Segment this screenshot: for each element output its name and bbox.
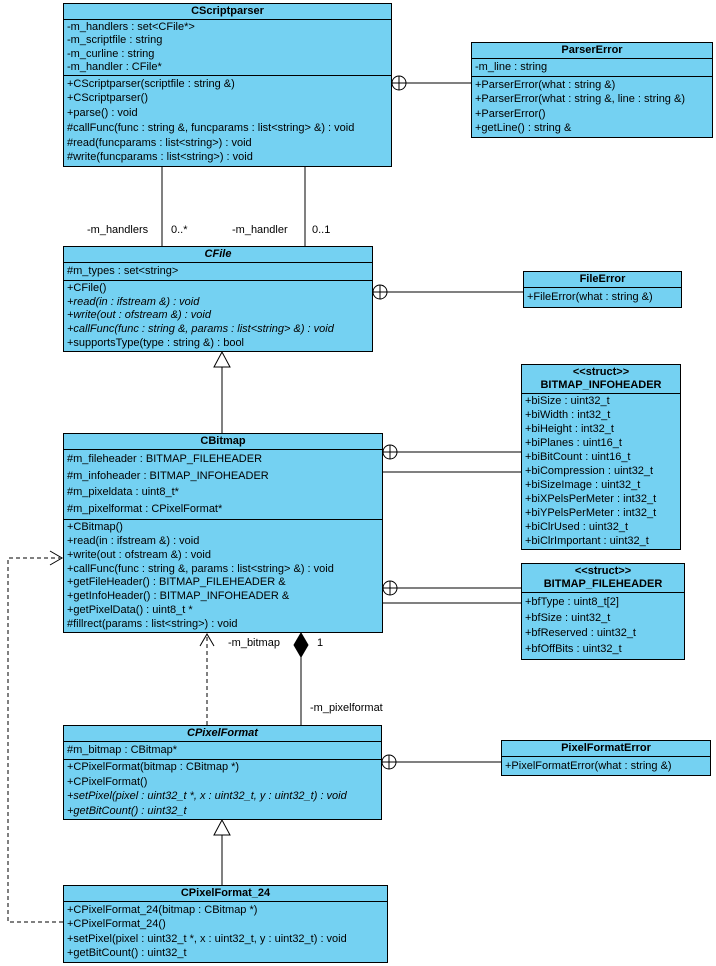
label-role-m-handlers: -m_handlers <box>87 224 149 236</box>
class-box-bitmap-fileheader[interactable] <box>521 563 685 660</box>
method: +setPixel(pixel : uint32_t *, x : uint32_t, y : uint32_t) : void <box>67 790 347 803</box>
attribute: +bfOffBits : uint32_t <box>525 643 622 656</box>
attributes-compartment <box>522 593 684 659</box>
class-name <box>522 365 680 394</box>
attributes-compartment <box>64 742 381 760</box>
attribute: +biCompression : uint32_t <box>525 465 654 477</box>
class-box-bitmap-infoheader[interactable] <box>521 364 681 550</box>
method: +read(in : ifstream &) : void <box>67 534 200 547</box>
containment-cscriptparser-parsererror[interactable] <box>392 76 471 90</box>
attributes-compartment <box>64 263 372 281</box>
attribute: +biPlanes : uint16_t <box>525 437 622 449</box>
class-name: CScriptparser <box>64 4 391 20</box>
method: +CBitmap() <box>67 520 123 533</box>
method: +CScriptparser(scriptfile : string &) <box>67 77 235 90</box>
methods-compartment <box>64 76 391 166</box>
class-name: PixelFormatError <box>502 741 710 757</box>
class-name: ParserError <box>472 43 712 59</box>
containment-cbitmap-infoheader[interactable] <box>383 445 521 459</box>
methods-compartment <box>64 281 372 351</box>
class-name: FileError <box>524 272 681 288</box>
label-multiplicity-1: 1 <box>317 637 324 649</box>
class-box-cscriptparser[interactable] <box>63 3 392 167</box>
class-name: CFile <box>64 247 372 263</box>
methods-compartment <box>472 77 712 137</box>
method: +write(out : ofstream &) : void <box>67 548 211 561</box>
method: +CPixelFormat_24() <box>67 918 166 931</box>
stereotype: <<struct>> <box>572 366 630 378</box>
label-multiplicity-0-star: 0..* <box>171 224 188 236</box>
attributes-compartment <box>64 450 382 520</box>
attribute: -m_handler : CFile* <box>67 61 162 74</box>
containment-cfile-fileerror[interactable] <box>373 285 523 299</box>
class-name: CPixelFormat_24 <box>64 886 387 902</box>
class-name: CBitmap <box>64 434 382 450</box>
methods-compartment <box>502 757 710 775</box>
method: +ParserError(what : string &, line : string &) <box>475 93 685 106</box>
attribute: +biSizeImage : uint32_t <box>525 479 641 491</box>
method: +callFunc(func : string &, params : list<string> &) : void <box>67 323 334 336</box>
method: #fillrect(params : list<string>) : void <box>67 618 238 630</box>
attribute: -m_scriptfile : string <box>67 34 163 47</box>
methods-compartment <box>64 902 387 962</box>
class-name <box>522 564 684 593</box>
generalization-cpixelformat24-cpixelformat[interactable] <box>214 820 230 885</box>
stereotype: <<struct>> <box>574 565 632 577</box>
methods-compartment <box>64 760 381 819</box>
attribute: #m_bitmap : CBitmap* <box>67 744 178 756</box>
method: #read(funcparams : list<string>) : void <box>67 136 252 149</box>
attribute: +bfType : uint8_t[2] <box>525 595 619 608</box>
attribute: +bfReserved : uint32_t <box>525 627 636 640</box>
attributes-compartment <box>522 394 680 549</box>
attribute: +biClrUsed : uint32_t <box>525 521 629 533</box>
attribute: +biBitCount : uint16_t <box>525 451 631 463</box>
struct-name: BITMAP_FILEHEADER <box>543 578 663 590</box>
method: +getBitCount() : uint32_t <box>67 947 187 960</box>
method: +getLine() : string & <box>475 122 572 135</box>
method: +parse() : void <box>67 107 138 120</box>
attribute: +biHeight : int32_t <box>525 423 614 435</box>
method: +supportsType(type : string &) : bool <box>67 337 245 350</box>
method: +write(out : ofstream &) : void <box>67 309 211 322</box>
containment-cpixelformat-pixelformaterror[interactable] <box>382 755 501 769</box>
composition-m-pixelformat[interactable] <box>294 633 308 725</box>
attributes-compartment <box>472 59 712 77</box>
method: #callFunc(func : string &, funcparams : list<string> &) : void <box>67 121 355 134</box>
attribute: #m_types : set<string> <box>67 265 179 277</box>
class-box-pixelformaterror[interactable] <box>501 740 711 776</box>
method: +PixelFormatError(what : string &) <box>505 759 672 772</box>
method: +callFunc(func : string &, params : list<string> &) : void <box>67 562 334 575</box>
attribute: -m_curline : string <box>67 47 155 60</box>
label-role-m-handler: -m_handler <box>232 224 288 236</box>
class-box-cpixelformat24[interactable] <box>63 885 388 963</box>
attributes-compartment <box>64 20 391 76</box>
struct-name: BITMAP_INFOHEADER <box>540 379 662 391</box>
attribute: #m_pixeldata : uint8_t* <box>67 486 179 499</box>
attribute: -m_handlers : set<CFile*> <box>67 20 195 33</box>
attribute: +biXPelsPerMeter : int32_t <box>525 493 657 505</box>
class-box-fileerror[interactable] <box>523 271 682 308</box>
method: +ParserError() <box>475 107 546 120</box>
attribute: -m_line : string <box>475 61 548 73</box>
method: +CFile() <box>67 281 107 294</box>
methods-compartment <box>64 520 382 632</box>
attribute: +bfSize : uint32_t <box>525 611 611 624</box>
method: +FileError(what : string &) <box>527 291 653 303</box>
method: +CPixelFormat() <box>67 775 148 788</box>
class-box-cbitmap[interactable] <box>63 433 383 633</box>
method: +getFileHeader() : BITMAP_FILEHEADER & <box>67 576 286 589</box>
method: +CScriptparser() <box>67 92 148 105</box>
class-name: CPixelFormat <box>64 726 381 742</box>
class-box-parsererror[interactable] <box>471 42 713 138</box>
label-role-m-bitmap: -m_bitmap <box>228 637 280 649</box>
method: #write(funcparams : list<string>) : void <box>67 151 253 164</box>
containment-cbitmap-fileheader[interactable] <box>383 581 521 595</box>
attribute: +biWidth : int32_t <box>525 409 611 421</box>
method: +ParserError(what : string &) <box>475 78 616 91</box>
generalization-cbitmap-cfile[interactable] <box>214 352 230 433</box>
dependency-cpixelformat-cbitmap[interactable] <box>200 634 214 725</box>
attribute: #m_fileheader : BITMAP_FILEHEADER <box>67 453 263 466</box>
class-box-cpixelformat[interactable] <box>63 725 382 820</box>
dependency-cpixelformat24-cbitmap[interactable] <box>8 551 63 922</box>
method: +setPixel(pixel : uint32_t *, x : uint32_t, y : uint32_t) : void <box>67 932 347 945</box>
method: +CPixelFormat(bitmap : CBitmap *) <box>67 761 240 774</box>
attribute: +biClrImportant : uint32_t <box>525 535 649 547</box>
method: +read(in : ifstream &) : void <box>67 295 200 308</box>
attribute: +biSize : uint32_t <box>525 395 610 407</box>
method: +getBitCount() : uint32_t <box>67 804 187 817</box>
method: +getInfoHeader() : BITMAP_INFOHEADER & <box>67 590 290 603</box>
label-multiplicity-0-1: 0..1 <box>312 224 331 236</box>
methods-compartment <box>524 288 681 307</box>
class-box-cfile[interactable] <box>63 246 373 352</box>
attribute: #m_infoheader : BITMAP_INFOHEADER <box>67 469 269 482</box>
attribute: +biYPelsPerMeter : int32_t <box>525 507 657 519</box>
method: +getPixelData() : uint8_t * <box>67 604 193 617</box>
label-role-m-pixelformat: -m_pixelformat <box>310 702 383 714</box>
method: +CPixelFormat_24(bitmap : CBitmap *) <box>67 903 258 916</box>
attribute: #m_pixelformat : CPixelFormat* <box>67 502 223 515</box>
